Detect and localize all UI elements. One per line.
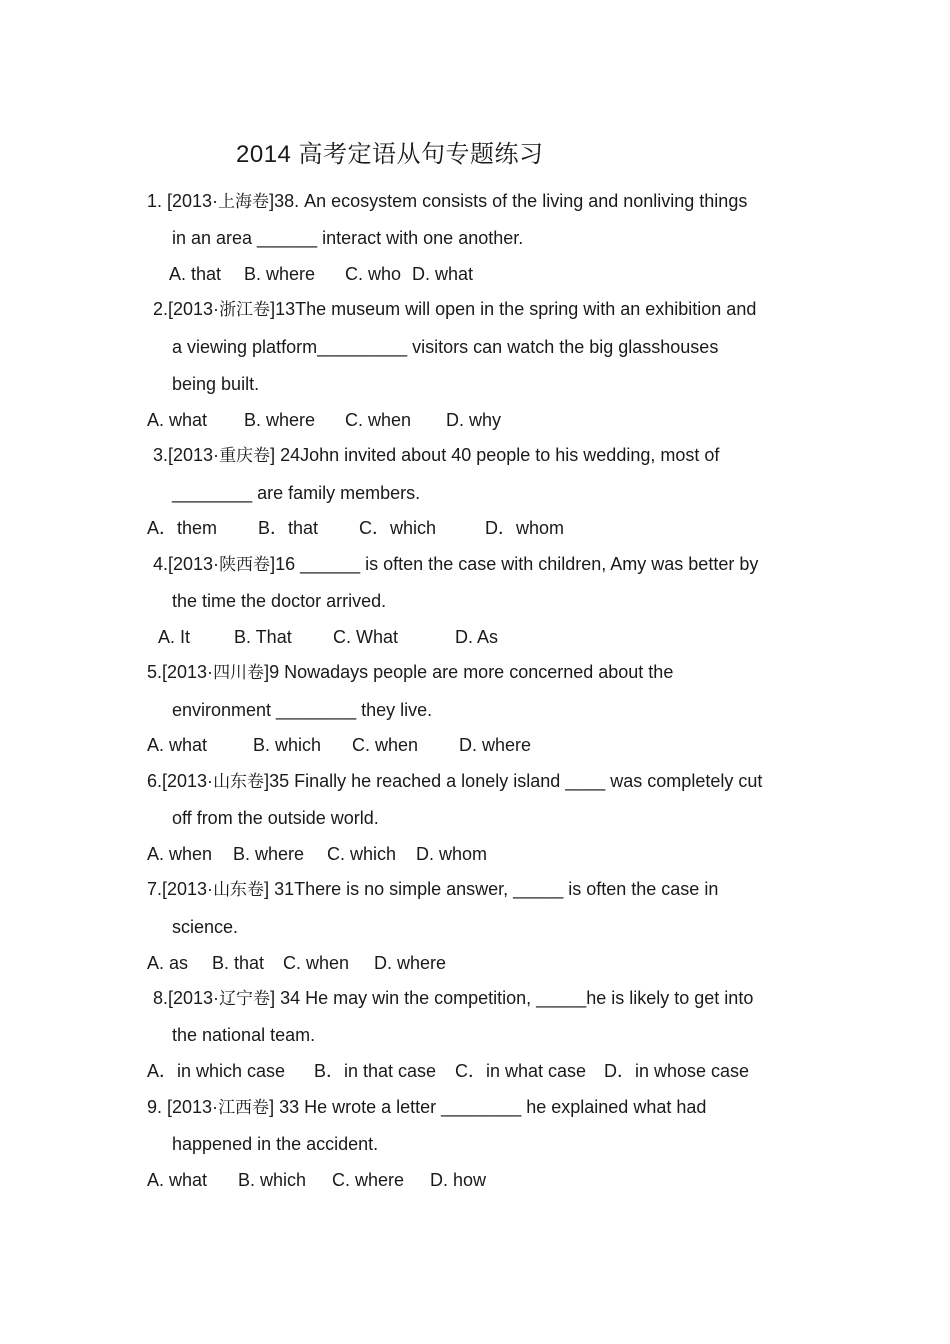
question-6-stem: 6.[2013·山东卷]35 Finally he reached a lonely island ____ was completely cut bbox=[147, 771, 763, 792]
option-d: D．whom bbox=[485, 518, 565, 538]
option-d: D. why bbox=[446, 410, 502, 430]
page-title: 2014 高考定语从句专题练习 bbox=[236, 141, 544, 168]
question-9-stem-cont: happened in the accident. bbox=[172, 1134, 379, 1154]
option-c: C. when bbox=[283, 953, 350, 973]
question-6-stem-cont: off from the outside world. bbox=[172, 808, 379, 828]
option-b: B. which bbox=[238, 1170, 307, 1190]
option-b: B. that bbox=[212, 953, 265, 973]
option-c: C. where bbox=[332, 1170, 405, 1190]
question-9-options bbox=[147, 1169, 486, 1191]
question-8-stem: 8.[2013·辽宁卷] 34 He may win the competition, _____he is likely to get into bbox=[153, 988, 754, 1009]
option-a: A．in which case bbox=[147, 1061, 286, 1081]
option-d: D. where bbox=[374, 953, 447, 973]
option-a: A. what bbox=[147, 410, 208, 430]
question-2-stem-cont2: being built. bbox=[172, 374, 260, 394]
question-7-stem-cont: science. bbox=[172, 917, 239, 937]
option-c: C．in what case bbox=[455, 1061, 587, 1081]
question-5-options bbox=[147, 734, 531, 756]
option-b: B．in that case bbox=[314, 1061, 437, 1081]
question-2-stem: 2.[2013·浙江卷]13The museum will open in the spring with an exhibition and bbox=[153, 299, 757, 320]
option-c: C. which bbox=[327, 844, 397, 864]
option-d: D. whom bbox=[416, 844, 488, 864]
question-7-stem: 7.[2013·山东卷] 31There is no simple answer, _____ is often the case in bbox=[147, 879, 719, 900]
question-4-options bbox=[158, 626, 498, 648]
option-b: B. where bbox=[244, 410, 316, 430]
question-4-stem-cont: the time the doctor arrived. bbox=[172, 591, 387, 611]
question-8-stem-cont: the national team. bbox=[172, 1025, 316, 1045]
option-a: A. that bbox=[169, 264, 222, 284]
question-4-stem: 4.[2013·陕西卷]16 ______ is often the case with children, Amy was better by bbox=[153, 554, 759, 575]
option-d: D．in whose case bbox=[604, 1061, 750, 1081]
question-5-stem: 5.[2013·四川卷]9 Nowadays people are more concerned about the bbox=[147, 662, 674, 683]
question-2-options bbox=[147, 409, 501, 431]
option-d: D. what bbox=[412, 264, 474, 284]
question-6-options bbox=[147, 843, 487, 865]
question-3-options bbox=[147, 517, 564, 539]
option-b: B. where bbox=[233, 844, 305, 864]
option-b: B. where bbox=[244, 264, 316, 284]
question-1-stem-cont: in an area ______ interact with one another. bbox=[172, 228, 524, 248]
question-7-options bbox=[147, 952, 446, 974]
option-c: C. What bbox=[333, 627, 399, 647]
question-8-options bbox=[147, 1060, 749, 1082]
option-c: C. who bbox=[345, 264, 402, 284]
option-b: B. which bbox=[253, 735, 322, 755]
option-c: C. when bbox=[345, 410, 412, 430]
option-a: A. what bbox=[147, 1170, 208, 1190]
question-2-stem-cont: a viewing platform_________ visitors can watch the big glasshouses bbox=[172, 337, 719, 357]
option-c: C．which bbox=[359, 518, 437, 538]
option-b: B．that bbox=[258, 518, 319, 538]
option-a: A. It bbox=[158, 627, 191, 647]
question-9-stem: 9. [2013·江西卷] 33 He wrote a letter ________ he explained what had bbox=[147, 1097, 707, 1118]
option-a: A. as bbox=[147, 953, 189, 973]
option-a: A. what bbox=[147, 735, 208, 755]
option-a: A．them bbox=[147, 518, 218, 538]
question-5-stem-cont: environment ________ they live. bbox=[172, 700, 433, 720]
option-d: D. where bbox=[459, 735, 532, 755]
option-d: D. how bbox=[430, 1170, 487, 1190]
option-c: C. when bbox=[352, 735, 419, 755]
question-3-stem: 3.[2013·重庆卷] 24John invited about 40 people to his wedding, most of bbox=[153, 445, 720, 466]
question-3-stem-cont: ________ are family members. bbox=[172, 483, 421, 503]
option-b: B. That bbox=[234, 627, 292, 647]
option-a: A. when bbox=[147, 844, 213, 864]
option-d: D. As bbox=[455, 627, 499, 647]
question-1-stem: 1. [2013·上海卷]38. An ecosystem consists of the living and nonliving things bbox=[147, 191, 748, 212]
question-1-options bbox=[169, 263, 473, 285]
